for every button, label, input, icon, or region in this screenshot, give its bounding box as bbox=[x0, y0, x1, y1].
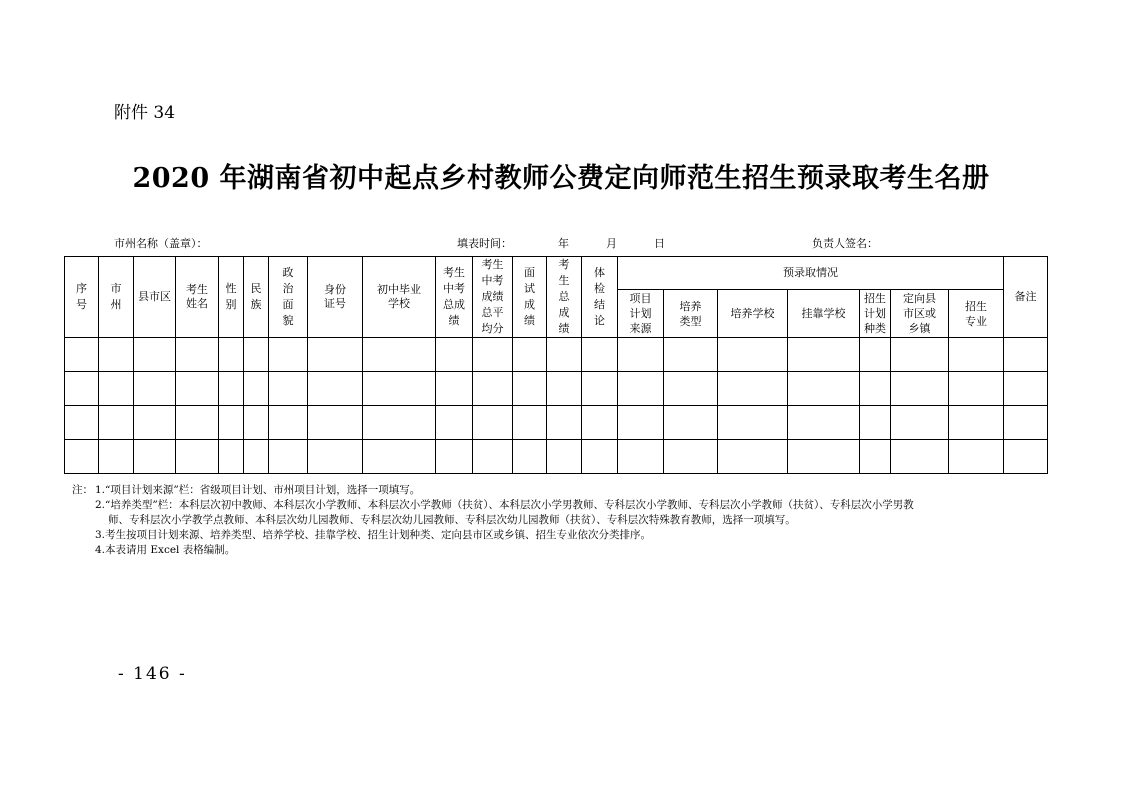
header-affiliated-school: 挂靠学校 bbox=[788, 290, 860, 338]
header-gender: 性别 bbox=[219, 257, 244, 338]
header-ethnicity: 民族 bbox=[244, 257, 269, 338]
header-training-type: 培养类型 bbox=[664, 290, 718, 338]
note-item: 4.本表请用 Excel 表格编制。 bbox=[95, 544, 236, 556]
header-interview: 面试成绩 bbox=[513, 257, 547, 338]
day-label: 日 bbox=[654, 237, 665, 250]
header-row-1 bbox=[65, 257, 1048, 290]
note-line-1 bbox=[72, 483, 1062, 498]
year-label: 年 bbox=[558, 237, 569, 250]
document-title: 2020 年湖南省初中起点乡村教师公费定向师范生招生预录取考生名册 bbox=[132, 163, 990, 194]
attachment-label: 附件 34 bbox=[114, 103, 176, 123]
header-remarks: 备注 bbox=[1004, 257, 1048, 338]
note-item: 3.考生按项目计划来源、培养类型、培养学校、挂靠学校、招生计划种类、定向县市区或乡镇、招生专业依次分类排序。 bbox=[95, 529, 652, 541]
note-line-2-continued bbox=[72, 513, 1062, 528]
header-name: 考生姓名 bbox=[176, 257, 219, 338]
notes-prefix: 注： bbox=[72, 484, 93, 496]
table-row bbox=[65, 372, 1048, 406]
header-major: 招生专业 bbox=[949, 290, 1004, 338]
header-id-number: 身份证号 bbox=[308, 257, 363, 338]
table-row bbox=[65, 338, 1048, 372]
header-city: 市州 bbox=[99, 257, 134, 338]
header-middle-school: 初中毕业学校 bbox=[363, 257, 436, 338]
month-label: 月 bbox=[606, 237, 617, 250]
note-line-3 bbox=[72, 528, 1062, 543]
note-line-4 bbox=[72, 543, 1062, 558]
header-physical: 体检结论 bbox=[582, 257, 618, 338]
header-total-score: 考生总成绩 bbox=[547, 257, 582, 338]
fill-time-label: 填表时间： bbox=[457, 237, 512, 250]
note-item-continued: 师、专科层次小学教学点教师、本科层次幼儿园教师、专科层次幼儿园教师、专科层次幼儿园教师（扶贫）、专科层次特殊教育教师，选择一项填写。 bbox=[108, 514, 796, 526]
student-roster-table bbox=[64, 256, 1048, 474]
notes-section bbox=[72, 483, 1062, 558]
header-county: 县市区 bbox=[134, 257, 176, 338]
header-training-school: 培养学校 bbox=[718, 290, 788, 338]
header-exam-score: 考生中考总成绩 bbox=[436, 257, 473, 338]
header-target-area: 定向县市区或乡镇 bbox=[891, 290, 949, 338]
table-row bbox=[65, 440, 1048, 474]
note-item: 2.“培养类型”栏：本科层次初中教师、本科层次小学教师、本科层次小学教师（扶贫）、本科层次小学男教师、专科层次小学教师、专科层次小学教师（扶贫）、专科层次小学男教 bbox=[95, 499, 914, 511]
header-serial: 序号 bbox=[65, 257, 99, 338]
header-plan-source: 项目计划来源 bbox=[618, 290, 664, 338]
signature-label: 负责人签名： bbox=[812, 237, 878, 250]
city-name-label: 市州名称（盖章）： bbox=[114, 237, 208, 250]
note-item: 1.“项目计划来源”栏：省级项目计划、市州项目计划，选择一项填写。 bbox=[95, 484, 421, 496]
header-admission-group: 预录取情况 bbox=[618, 257, 1004, 290]
header-political: 政治面貌 bbox=[269, 257, 308, 338]
header-exam-average: 考生中考成绩总平均分 bbox=[473, 257, 513, 338]
note-line-2 bbox=[72, 498, 1062, 513]
table-row bbox=[65, 406, 1048, 440]
header-plan-category: 招生计划种类 bbox=[860, 290, 891, 338]
page-number: - 146 - bbox=[118, 664, 187, 684]
